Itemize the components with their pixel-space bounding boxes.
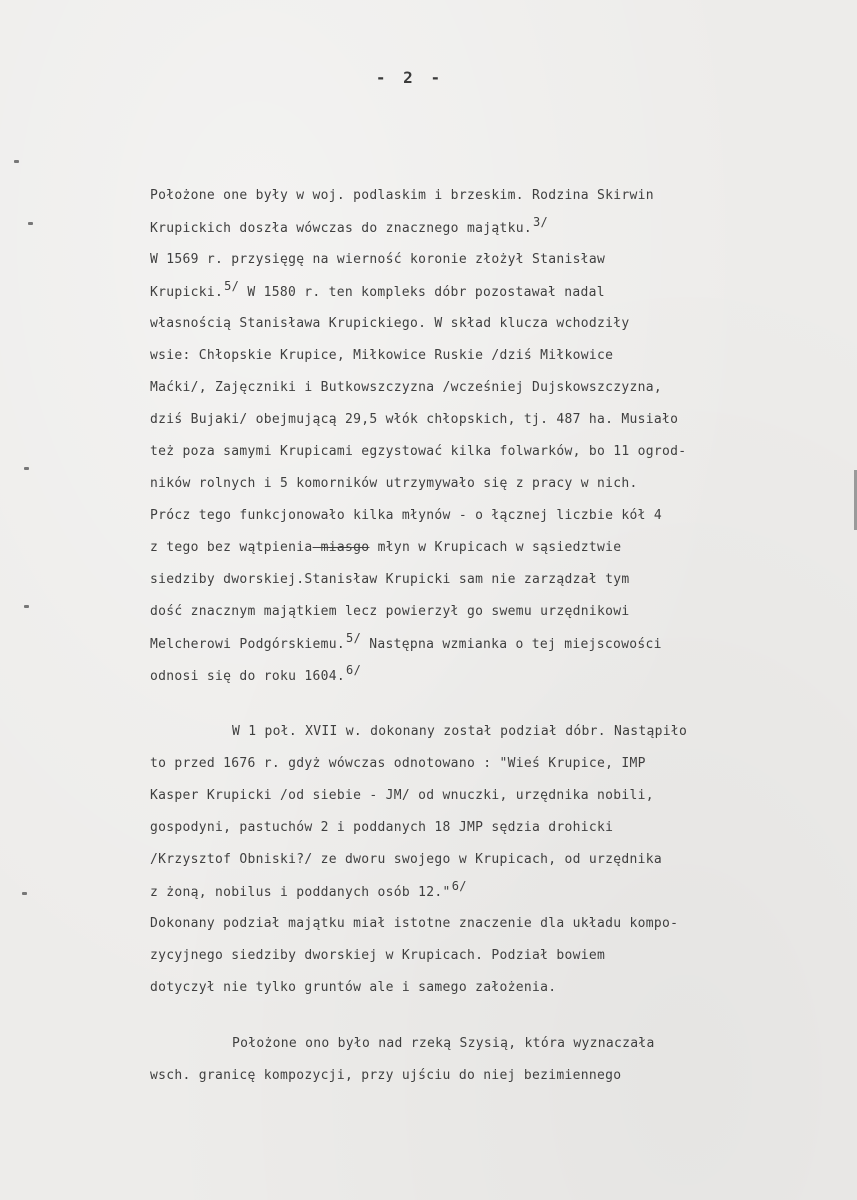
line-text: W 1569 r. przysięgę na wierność koronie złożył Stanisław (150, 252, 606, 267)
line-text: Kasper Krupicki /od siebie - JM/ od wnuczki, urzędnika nobili, (150, 788, 654, 803)
line-text: dziś Bujaki/ obejmującą 29,5 włók chłopskich, tj. 487 ha. Musiało (150, 412, 679, 427)
line-text: Melcherowi Podgórskiemu. (150, 637, 346, 652)
text-line (150, 844, 850, 876)
line-text: Położone ono było nad rzeką Szysią, która wyznaczała (232, 1036, 655, 1051)
text-line (150, 212, 850, 244)
line-text: wsie: Chłopskie Krupice, Miłkowice Ruskie /dziś Miłkowice (150, 348, 614, 363)
text-line (150, 532, 850, 564)
text-line (150, 908, 850, 940)
paragraph-gap (150, 692, 850, 716)
text-line (150, 244, 850, 276)
footnote-ref: 6/ (451, 879, 467, 893)
text-line (150, 876, 850, 908)
line-text-continued: Następna wzmianka o tej miejscowości (361, 637, 662, 652)
text-line (150, 748, 850, 780)
text-line (150, 972, 850, 1004)
line-text: Prócz tego funkcjonowało kilka młynów - o łącznej liczbie kół 4 (150, 508, 662, 523)
line-text: /Krzysztof Obniski?/ ze dworu swojego w Krupicach, od urzędnika (150, 852, 662, 867)
footnote-ref: 3/ (532, 215, 549, 229)
line-text: wsch. granicę kompozycji, przy ujściu do niej bezimiennego (150, 1068, 622, 1083)
line-text: Krupickich doszła wówczas do znacznego majątku. (150, 221, 532, 236)
line-text: ników rolnych i 5 komorników utrzymywało się z pracy w nich. (150, 476, 638, 491)
text-line (150, 812, 850, 844)
line-text: to przed 1676 r. gdyż wówczas odnotowano : "Wieś Krupice, IMP (150, 756, 646, 771)
margin-mark (24, 467, 29, 470)
paragraph (150, 716, 850, 1004)
paragraph (150, 1028, 850, 1092)
footnote-ref: 6/ (346, 663, 362, 677)
text-line (150, 340, 850, 372)
footnote-ref: 5/ (346, 631, 362, 645)
line-text: Dokonany podział majątku miał istotne znaczenie dla układu kompo- (150, 916, 679, 931)
text-line (150, 468, 850, 500)
line-text: W 1 poł. XVII w. dokonany został podział dóbr. Nastąpiło (232, 724, 688, 739)
text-line (150, 308, 850, 340)
text-line (150, 1060, 850, 1092)
text-line (150, 180, 850, 212)
margin-mark (28, 222, 33, 225)
page-number: - 2 - (375, 68, 445, 87)
text-line (150, 564, 850, 596)
text-line (150, 716, 850, 748)
document-body (150, 180, 850, 1092)
text-line (150, 596, 850, 628)
text-line (150, 1028, 850, 1060)
margin-mark (22, 892, 27, 895)
paragraph-gap (150, 1004, 850, 1028)
line-text: z tego bez wątpienia (150, 540, 313, 555)
text-line (150, 780, 850, 812)
line-text: siedziby dworskiej.Stanisław Krupicki sam nie zarządzał tym (150, 572, 630, 587)
line-text: własnością Stanisława Krupickiego. W skład klucza wchodziły (150, 316, 630, 331)
margin-mark (14, 160, 19, 163)
line-text: odnosi się do roku 1604. (150, 669, 346, 684)
footnote-ref: 5/ (224, 279, 240, 293)
line-text: też poza samymi Krupicami egzystować kilka folwarków, bo 11 ogrod- (150, 444, 687, 459)
line-text: gospodyni, pastuchów 2 i poddanych 18 JMP sędzia drohicki (150, 820, 614, 835)
struck-word: miasgo (312, 540, 370, 555)
line-text: z żoną, nobilus i poddanych osób 12." (150, 885, 451, 900)
text-line (150, 660, 850, 692)
margin-mark (24, 605, 29, 608)
text-line (150, 500, 850, 532)
line-text-continued: W 1580 r. ten kompleks dóbr pozostawał nadal (239, 285, 605, 300)
paragraph (150, 180, 850, 692)
text-line (150, 940, 850, 972)
text-line (150, 628, 850, 660)
line-text: dość znacznym majątkiem lecz powierzył go swemu urzędnikowi (150, 604, 630, 619)
text-line (150, 436, 850, 468)
line-text: Krupicki. (150, 285, 224, 300)
text-line (150, 372, 850, 404)
line-text: dotyczył nie tylko gruntów ale i samego założenia. (150, 980, 557, 995)
line-text: zycyjnego siedziby dworskiej w Krupicach. Podział bowiem (150, 948, 606, 963)
line-text-continued: młyn w Krupicach w sąsiedztwie (369, 540, 622, 555)
line-text: Położone one były w woj. podlaskim i brzeskim. Rodzina Skirwin (150, 188, 654, 203)
line-text: Maćki/, Zajęczniki i Butkowszczyzna /wcześniej Dujskowszczyzna, (150, 380, 662, 395)
text-line (150, 276, 850, 308)
text-line (150, 404, 850, 436)
